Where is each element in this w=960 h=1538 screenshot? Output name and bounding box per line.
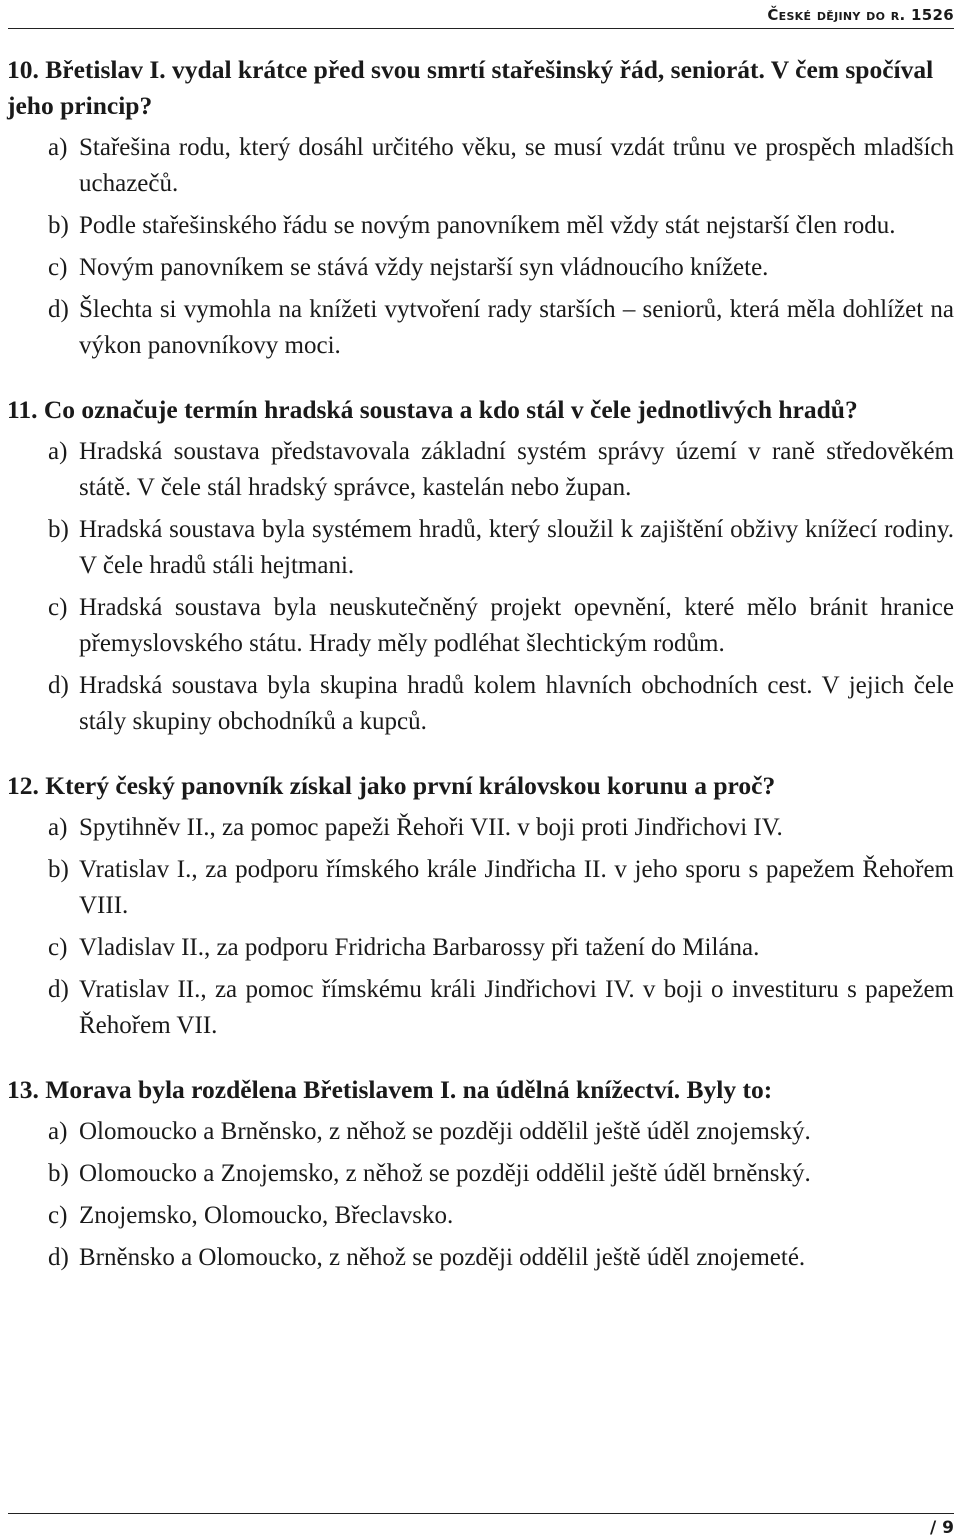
option-letter: d) [48,672,69,699]
option-text: Šlechta si vymohla na knížeti vytvoření rady starších – seniorů, která měla dohlížet na výkon panovníkovy moci. [79,296,954,359]
question-number: 12. [7,771,39,800]
option-letter: b) [48,212,69,239]
question-title [0,52,960,124]
answer-option-c[interactable] [0,930,960,966]
answer-option-b[interactable] [0,512,960,584]
option-letter: b) [48,1160,69,1187]
question-text: Morava byla rozdělena Břetislavem I. na údělná knížectví. Byly to: [45,1075,773,1104]
question-number: 13. [7,1075,39,1104]
option-text: Spytihněv II., za pomoc papeži Řehoři VII. v boji proti Jindřichovi IV. [79,814,783,841]
option-text: Hradská soustava byla systémem hradů, který sloužil k zajištění obživy knížecí rodiny. V čele hradů stáli hejtmani. [79,516,954,579]
option-text: Vratislav II., za pomoc římskému králi Jindřichovi IV. v boji o investituru s papežem Řehořem VII. [79,976,954,1039]
option-letter: c) [48,1202,68,1229]
option-text: Vladislav II., za podporu Fridricha Barbarossy při tažení do Milána. [79,934,760,961]
answer-option-d[interactable] [0,668,960,740]
answer-option-b[interactable] [0,1156,960,1192]
option-letter: a) [48,814,68,841]
option-text: Hradská soustava byla neuskutečněný projekt opevnění, které mělo bránit hranice přemyslovského státu. Hrady měly podléhat šlechtickým rodům. [79,594,954,657]
option-text: Olomoucko a Znojemsko, z něhož se později oddělil ještě úděl brněnský. [79,1160,811,1187]
option-letter: d) [48,976,69,1003]
option-letter: a) [48,134,68,161]
answer-option-c[interactable] [0,590,960,662]
question-list [0,52,960,1304]
running-head-title: České dějiny do r. 1526 [767,6,954,24]
option-letter: b) [48,516,69,543]
option-text: Brněnsko a Olomoucko, z něhož se později oddělil ještě úděl znojemeté. [79,1244,806,1271]
option-letter: a) [48,438,68,465]
option-text: Vratislav I., za podporu římského krále Jindřicha II. v jeho sporu s papežem Řehořem VIII. [79,856,954,919]
question-text: Který český panovník získal jako první královskou korunu a proč? [45,771,776,800]
option-letter: b) [48,856,69,883]
option-letter: c) [48,594,68,621]
answer-option-a[interactable] [0,1114,960,1150]
answer-option-a[interactable] [0,434,960,506]
question-13 [0,1072,960,1276]
page-number: / 9 [930,1518,954,1538]
question-11 [0,392,960,740]
option-letter: c) [48,254,68,281]
option-text: Znojemsko, Olomoucko, Břeclavsko. [79,1202,454,1229]
option-text: Podle stařešinského řádu se novým panovníkem měl vždy stát nejstarší člen rodu. [79,212,896,239]
question-number: 10. [7,55,39,84]
question-12 [0,768,960,1044]
option-letter: c) [48,934,68,961]
answer-option-b[interactable] [0,208,960,244]
option-text: Stařešina rodu, který dosáhl určitého věku, se musí vzdát trůnu ve prospěch mladších uchazečů. [79,134,954,197]
answer-option-c[interactable] [0,1198,960,1234]
question-title [0,392,960,428]
answer-option-a[interactable] [0,810,960,846]
question-number: 11. [7,395,38,424]
answer-option-d[interactable] [0,1240,960,1276]
question-title [0,1072,960,1108]
answer-option-c[interactable] [0,250,960,286]
question-10 [0,52,960,364]
question-text: Co označuje termín hradská soustava a kdo stál v čele jednotlivých hradů? [43,395,858,424]
option-text: Hradská soustava byla skupina hradů kolem hlavních obchodních cest. V jejich čele stály skupiny obchodníků a kupců. [79,672,954,735]
question-text: Břetislav I. vydal krátce před svou smrtí stařešinský řád, seniorát. V čem spočíval jeho princip? [7,55,934,120]
answer-option-a[interactable] [0,130,960,202]
question-title [0,768,960,804]
answer-option-b[interactable] [0,852,960,924]
option-letter: d) [48,1244,69,1271]
option-letter: a) [48,1118,68,1145]
page-footer [8,1513,954,1538]
option-text: Olomoucko a Brněnsko, z něhož se později oddělil ještě úděl znojemský. [79,1118,811,1145]
page-header [8,0,954,29]
answer-option-d[interactable] [0,292,960,364]
answer-option-d[interactable] [0,972,960,1044]
option-letter: d) [48,296,69,323]
option-text: Novým panovníkem se stává vždy nejstarší syn vládnoucího knížete. [79,254,769,281]
option-text: Hradská soustava představovala základní systém správy území v raně středověkém státě. V čele stál hradský správce, kastelán nebo župan. [79,438,954,501]
